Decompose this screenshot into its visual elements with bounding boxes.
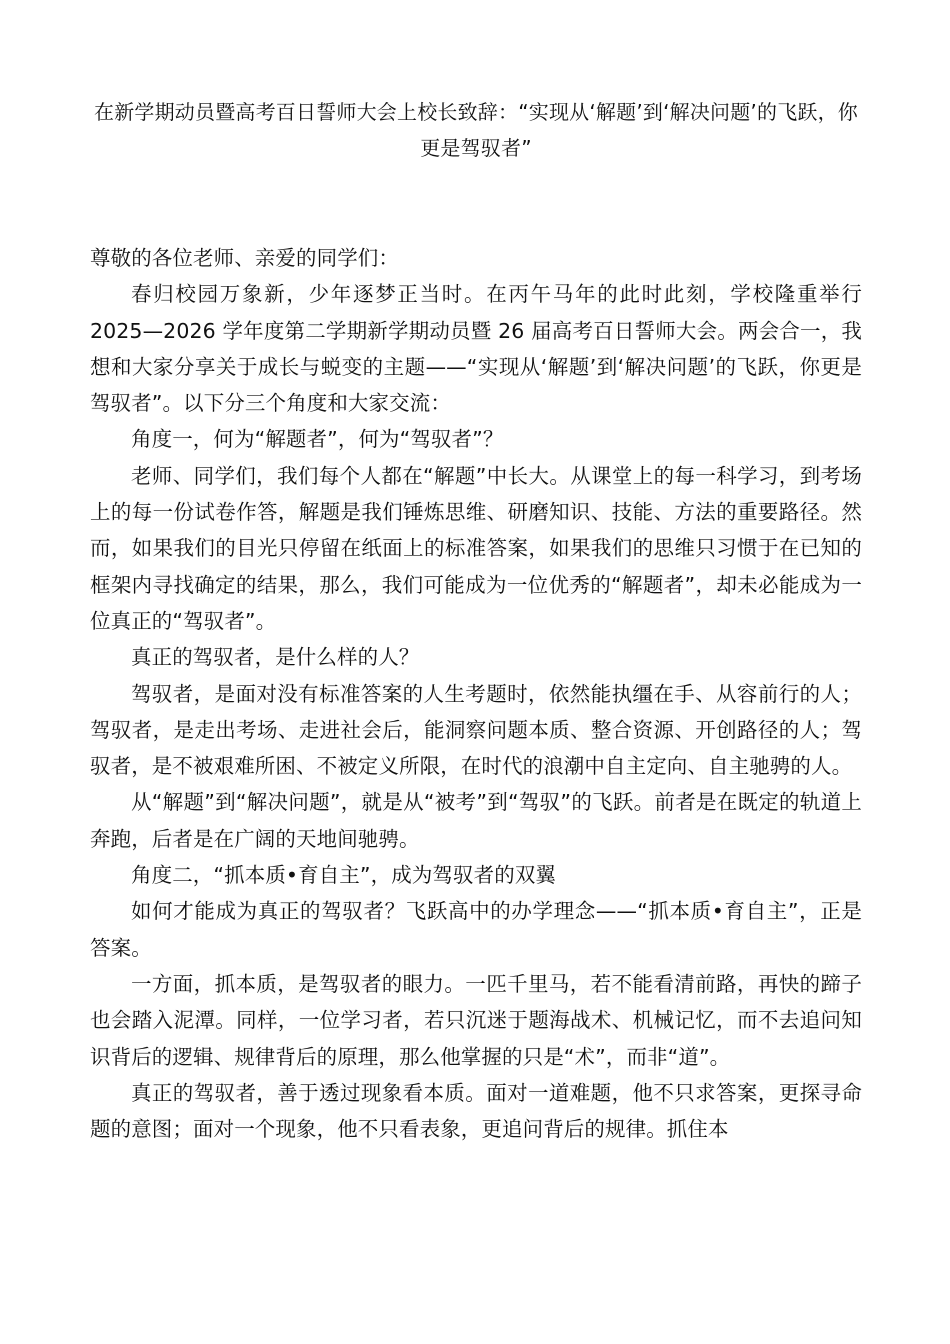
paragraph: 一方面，抓本质，是驾驭者的眼力。一匹千里马，若不能看清前路，再快的蹄子也会踏入泥潭。同样，一位学习者，若只沉迷于题海战术、机械记忆，而不去追问知识背后的逻辑、规律背后的原理，那么他掌握的只是“术”，而非“道”。 [90, 971, 862, 1069]
paragraph: 老师、同学们，我们每个人都在“解题”中长大。从课堂上的每一科学习，到考场上的每一份试卷作答，解题是我们锤炼思维、研磨知识、技能、方法的重要路径。然而，如果我们的目光只停留在纸面上的标准答案，如果我们的思维只习惯于在已知的框架内寻找确定的结果，那么，我们可能成为一位优秀的“解题者”，却未必能成为一位真正的“驾驭者”。 [90, 463, 862, 633]
section-heading-2: 角度二，“抓本质•育自主”，成为驾驭者的双翼 [131, 863, 557, 888]
paragraph: 从“解题”到“解决问题”，就是从“被考”到“驾驭”的飞跃。前者是在既定的轨道上奔跑，后者是在广阔的天地间驰骋。 [90, 790, 862, 851]
document-title: 在新学期动员暨高考百日誓师大会上校长致辞：“实现从‘解题’到‘解决问题’的飞跃，你更是驾驭者” [94, 100, 858, 160]
paragraph: 如何才能成为真正的驾驭者？飞跃高中的办学理念——“抓本质•育自主”，正是答案。 [90, 899, 862, 960]
paragraph-question: 真正的驾驭者，是什么样的人？ [131, 645, 420, 670]
section-heading-1: 角度一，何为“解题者”，何为“驾驭者”？ [131, 427, 504, 452]
salutation: 尊敬的各位老师、亲爱的同学们： [90, 246, 399, 270]
document-body [90, 240, 862, 1147]
paragraph: 驾驭者，是面对没有标准答案的人生考题时，依然能执缰在手、从容前行的人；驾驭者，是走出考场、走进社会后，能洞察问题本质、整合资源、开创路径的人；驾驭者，是不被艰难所困、不被定义所限，在时代的浪潮中自主定向、自主驰骋的人。 [90, 681, 862, 779]
paragraph: 真正的驾驭者，善于透过现象看本质。面对一道难题，他不只求答案，更探寻命题的意图；面对一个现象，他不只看表象，更追问背后的规律。抓住本 [90, 1080, 862, 1142]
paragraph-opening: 春归校园万象新，少年逐梦正当时。在丙午马年的此时此刻，学校隆重举行 2025—2026 学年度第二学期新学期动员暨 26 届高考百日誓师大会。两会合一，我想和大家分享关于成长与蜕变的主题——“实现从‘解题’到‘解决问题’的飞跃，你更是驾驭者”。以下分三个角度和大家交流： [90, 282, 862, 416]
